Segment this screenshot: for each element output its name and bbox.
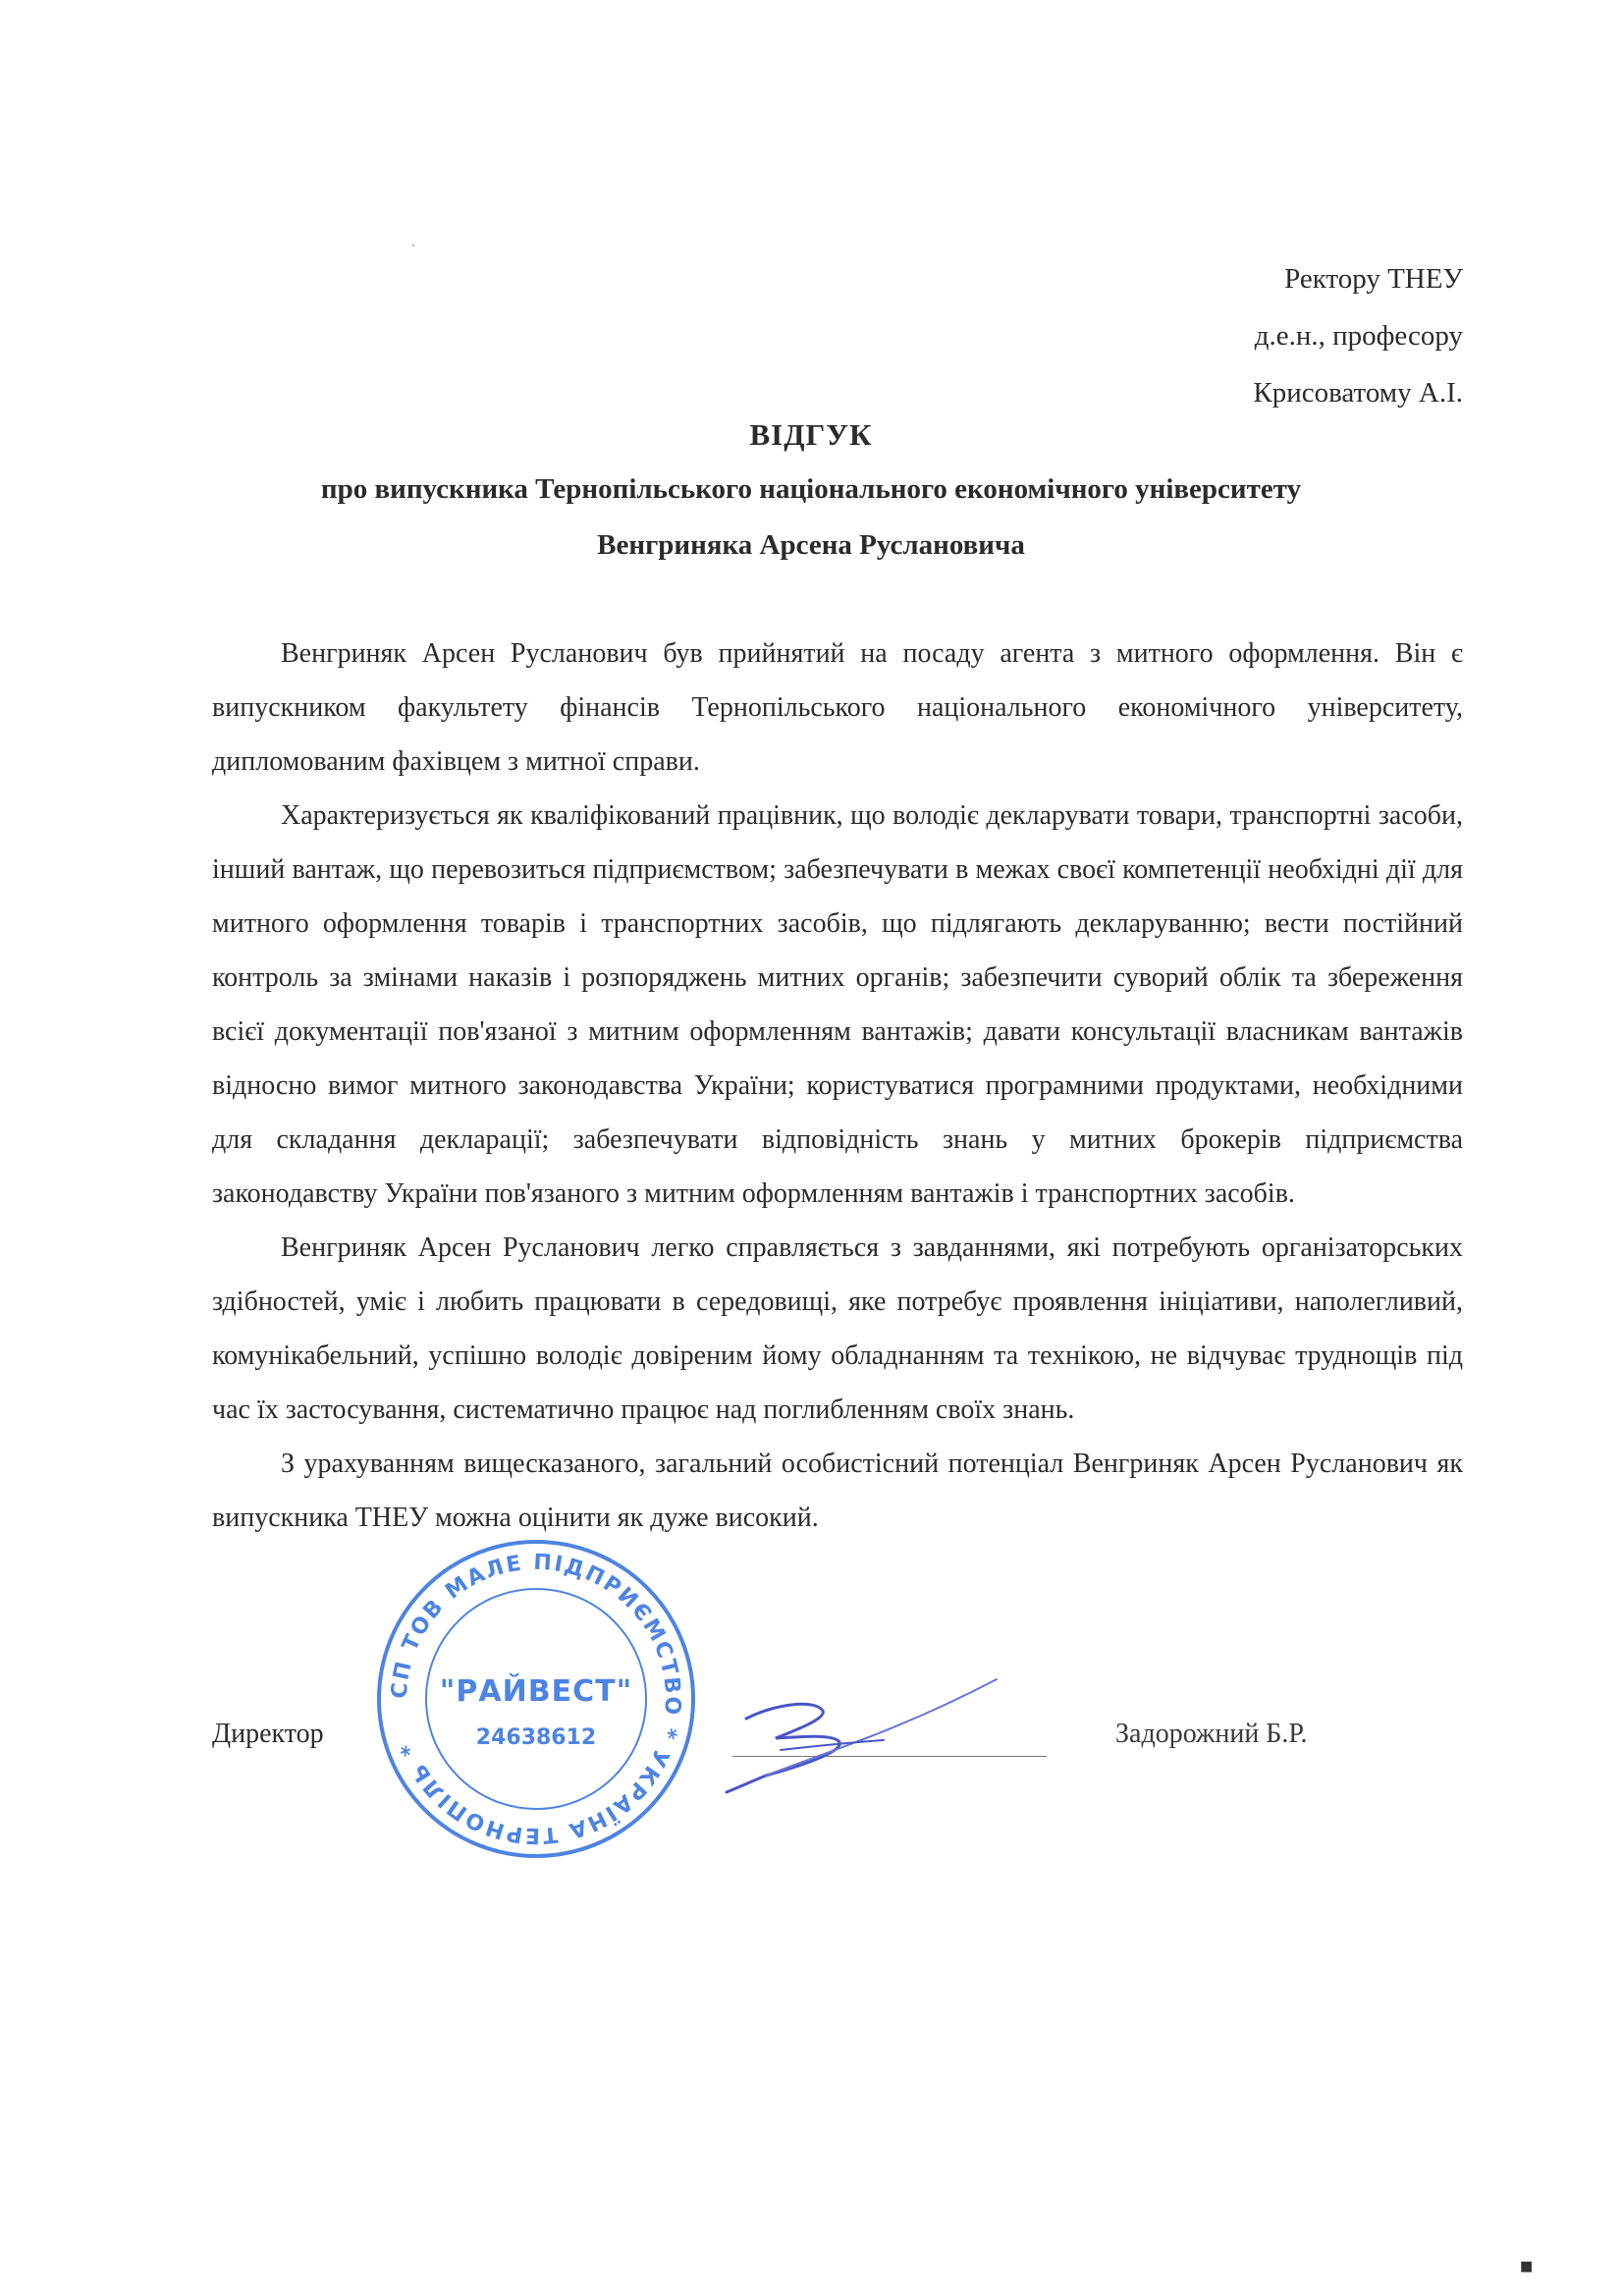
addressee-block [1253,250,1463,421]
addressee-degree: д.е.н., професору [1254,320,1463,352]
company-stamp [369,1532,703,1866]
addressee-position: Ректору ТНЕУ [1284,263,1463,295]
paragraph-conclusion: З урахуванням вищесказаного, загальний особистісний потенціал Венгриняк Арсен Русланович як випускника ТНЕУ можна оцінити як дуже високий. [212,1449,1463,1533]
paragraph-skills: Характеризується як кваліфікований працівник, що володіє декларувати товари, транспортні засоби, інший вантаж, що перевозиться підприємством; забезпечувати в межах своєї компетенції необхідні дії для митного оформлення товарів і транспортних засобів, що підлягають декларуванню; вести постійний контроль за змінами наказів і розпоряджень митних органів; забезпечити суворий облік та збереження всієї документації пов'язаної з митним оформленням вантажів; давати консультації власникам вантажів відносно вимог митного законодавства України; користуватися програмними продуктами, необхідними для складання декларації; забезпечувати відповідність знань у митних брокерів підприємства законодавству України пов'язаного з митним оформленням вантажів і транспортних засобів. [212,800,1463,1209]
graduate-name: Венгриняка Арсена Руслановича [597,529,1025,561]
document-title: ВІДГУК [749,417,873,452]
scan-speck: ■ [1520,2259,1534,2274]
signatory-name: Задорожний Б.Р. [1115,1719,1308,1749]
paragraph-intro: Венгриняк Арсен Русланович був прийнятий на посаду агента з митного оформлення. Він є випускником факультету фінансів Тернопільського національного економічного університету, дипломованим фахівцем з митної справи. [212,638,1463,777]
paragraph-qualities: Венгриняк Арсен Русланович легко справляється з завданнями, які потребують організаторських здібностей, уміє і любить працювати в середовищі, яке потребує проявлення ініціативи, наполегливий, комунікабельний, успішно володіє довіреним йому обладнанням та технікою, не відчуває труднощів під час їх застосування, систематично працює над поглибленням своїх знань. [212,1232,1463,1425]
handwritten-signature [707,1660,1001,1807]
svg-text:СП ТОВ МАЛЕ ПІДПРИЄМСТВО * УКР: СП ТОВ МАЛЕ ПІДПРИЄМСТВО * УКРАЇНА ТЕРНОПІЛЬ * [387,1550,685,1848]
stamp-company-code: 24638612 [475,1725,597,1750]
addressee-name: Крисоватому А.І. [1253,377,1463,409]
signatory-title: Директор [212,1719,324,1749]
document-subtitle: про випускника Тернопільського національного економічного університету [320,473,1302,505]
stamp-company-name: "РАЙВЕСТ" [439,1674,633,1709]
document-body [212,627,1463,1545]
scan-speck: ˋ [410,244,417,259]
